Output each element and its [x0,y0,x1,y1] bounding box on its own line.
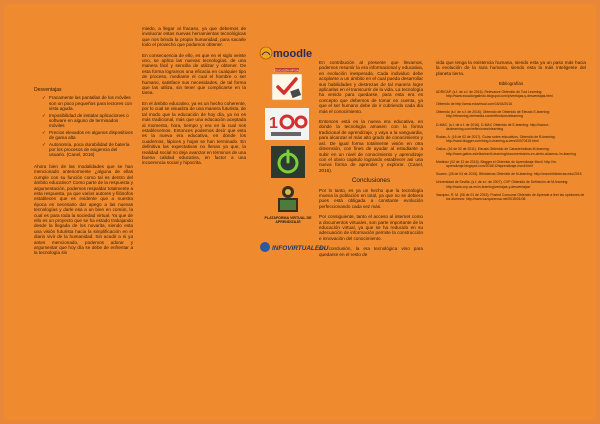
virtual-platform-label: PLATAFORMA VIRTUAL DE APRENDIZAJE [264,216,312,225]
column-bibliography [436,60,586,205]
disadvantages-list [34,95,133,157]
reference-item: Obtenido de http://www.eduvirtual.com/16/04/2016 [436,102,512,107]
body-paragraph: En el ámbito educativo, ya es un hecho coherente, por lo cual se visualiza de una manera futurista, de tal modo que la educación de hoy día, ya no es más tradicional, más que una educación aceptada al momento, hora, tiempo y era en la cual nos establecemos. Entonces podemos decir que esta es la nueva era educativa, en donde los cuadernos, lápices y hojas se han terminado. En definitiva las expectativas no llenan ya que, la realidad social no deja avanzar en términos de una buena calidad educativa, en factor a una incoerencia social y hipocrita. [142,100,246,166]
svg-text:1: 1 [269,115,278,132]
reference-item: Universidad de Sevilla. (s.f. de s.f. de 2007). CVP Obtenido de Definición de M-learning: http://www.cvp.us.es/m-learning/ventajas-y-desventajas/ [436,180,569,189]
moodle-wordmark: moodle [273,48,313,60]
infovirtual-logo [259,240,329,254]
body-paragraph: Entonces está es la nueva era educativa, en donde la tecnología amasen con la forma tradicional de aprendizaje, y vaya a la vanguardia, para alcanzar el más alto grado de conocimiento y así. De igual forma totalmente visión en otra dimensión, con fines de ayudar al estudiante a subir en un nivel de conocimiento y aprendizaje con el obvio capitulo logrando establecer así una nueva forma de aprender y explorar. (Canel, 2016). [319,119,423,173]
column-three [319,60,423,262]
list-item: ✓ Autonomía, poca durabilidad de batería por los procesos de exigencia del usuario. (Canel, 2016) [42,142,133,158]
bibliography-title: Bibliografías [498,81,524,87]
body-paragraph: Ahora bien de las modalidades que se han mencionado anteriormente ¿alguna de ellas cumple con su función como tal es dentro del ámbito educativo? Como parte de la respuesta y argumentación, podemos respaldar totalmente a esta respuesta, ya que varios autores y filósofos establecen que es evidente que a nuestra época es necesario dar apego a las nuevas tecnologías y darle esa a un bien en común, la cual es para toda la sociedad virtual. Ya que de ello es un proyecto que se ha estado trabajando desde la llegada de los novarita, siendo esta una visión futurista hacia la simplificación en el diario vivir de la humanidad. Sin acudir a ni ya antes mencionado, podemos adorar y argumentar que hoy día se debe de enfrentar a la tecnología sin [34,163,133,256]
reference-item: Gallos. (16 de 02 de 2011). Eleusis Obtenido de Características M-learning: http://www.galtos.es/elios/ser/b-learning/documentos/es-en-cierto-alusmos-/m-learning [436,147,576,156]
column-disadvantages [34,88,133,261]
reference-item: D-MAC. (s.f. de s.f. de 2016). D-MAC Obtenido de E-learning: http://www.e-dsolearning.com/reflexiones/elearning [436,122,550,131]
reference-item: Vazquez, R. M. (08 de 01 de 2015). Posted Consume Obtenido de Aprende a leer las opiniones de los alumnos: http://www.vazquezrosa.net/2015/01/08 [436,192,585,202]
body-paragraph: En consecuencia de ello, es que en el siglo veinte uno, se aplica las nuevas tecnologías, de una manera fácil y sencilla de utilizar y obtener. De esta forma logramos una eficacia en cualquier tipo de proceso, mediante el cual el hombre o ser humano, satisface sus necesidades, de tal forma que las utiliza, sin tener que complicarse en la tarea. [142,52,246,96]
education-virtual-tag: EDUCACIÓN VIRTUAL [274,69,300,73]
checkmark-badge-icon [269,68,305,102]
column-two [142,26,246,171]
list-item: ✓ Imposibilidad de instalar aplicaciones o software en alguno de terminados móviles [42,113,133,129]
disadvantages-heading: Desventajas [34,87,62,93]
reference-item: ADRICAP. (s.f. de s.f. de 2016). Relevance Obtenido de Tool Learning: http://www.ecuadorgalindo.blogspot.com/p/ventajas-y-desventajas.html [436,89,553,98]
brochure-page [4,4,596,420]
power-button-icon [271,146,305,178]
body-paragraph: En conclusión, la era tecnológica vino para quedarse en el resto de [319,246,423,257]
body-paragraph: En contribución al presente que llevamos, podemos resumir la era informacional y educativa, en evolución inesperada. Cada individuo debe acoplarse a un ámbito en el cual pueda desarrollar sus habilidades y destrezas de tal manera logre aplicarlas en el transcurrir de la vida. La tecnología ha venido para quedarse, para esta era es concepto que debemos de tomar en cuenta, ya que el ser humano debe de ir cubriendo cada día más el conocimiento. [319,60,423,114]
reference-item: Rodas, A. (16 de 02 de 2017). Guías sobre educativos. Obtenido de B-learning: http://www.blogger.com/blog-b-learning-a-vers/00070419.html [436,135,556,144]
virtual-platform-icon [273,184,303,214]
reference-item: Obtenido (s.f. de s.f. de 2016). Obtenido de Obtenido de Eleusis E-learning: http://elearning.otelmedia.com/reflections/elearning [436,110,550,119]
web-versions-icon [265,108,309,140]
reference-item: Martinez (02 de 12 de 2016). Blogger.el Obtenido de Aprendizaje Movil. http://m-aprendizaje.blogspot.com/2016/12/aprendizaje-movil.html [436,159,557,169]
moodle-logo [259,44,317,62]
body-paragraph: miedo, a llegar al fracaso, ya que debemos de involucrar estas nuevas herramientas tecnológicas que nos brinda la propia humanidad, para sacarle todo el provecho que podamos obtener. [142,26,246,48]
infovirtual-wordmark: INFOVIRTUALEDU [272,245,329,252]
body-paragraph: vida que tenga la existencia humana, siendo esta ya un paso más hacia la evolución de la raza humana, siendo esta la más inteligente del planeta tierra. [436,60,586,76]
body-paragraph: Por lo tanto, es ya un hecho que la tecnología mueva la población en total, ya que no se debiera pues está obligada a constante evolución perfeccionando cada vez más. [319,187,423,209]
list-item: ✓ Fracamente las pantallas de los móviles son un poco pequeños para lectores con vista aguda. [42,95,133,111]
conclusions-title: Conclusiones [351,177,391,185]
body-paragraph: Por consiguiente, tanto el acceso al internet como a documentos virtuales, son parte importante de la educación virtual, ya que se ha reducido en su adecuación de información permite la construcción e innovación del conocimiento. [319,214,423,241]
list-item: ✓ Precios elevados en algunos dispositivos de gama alta [42,130,133,141]
reference-item: Suarez. (28 de 04 de 2015). Bibliotecas Obtenido de M-learning: http://www.bibliotecas.edu/2015 [436,172,582,177]
